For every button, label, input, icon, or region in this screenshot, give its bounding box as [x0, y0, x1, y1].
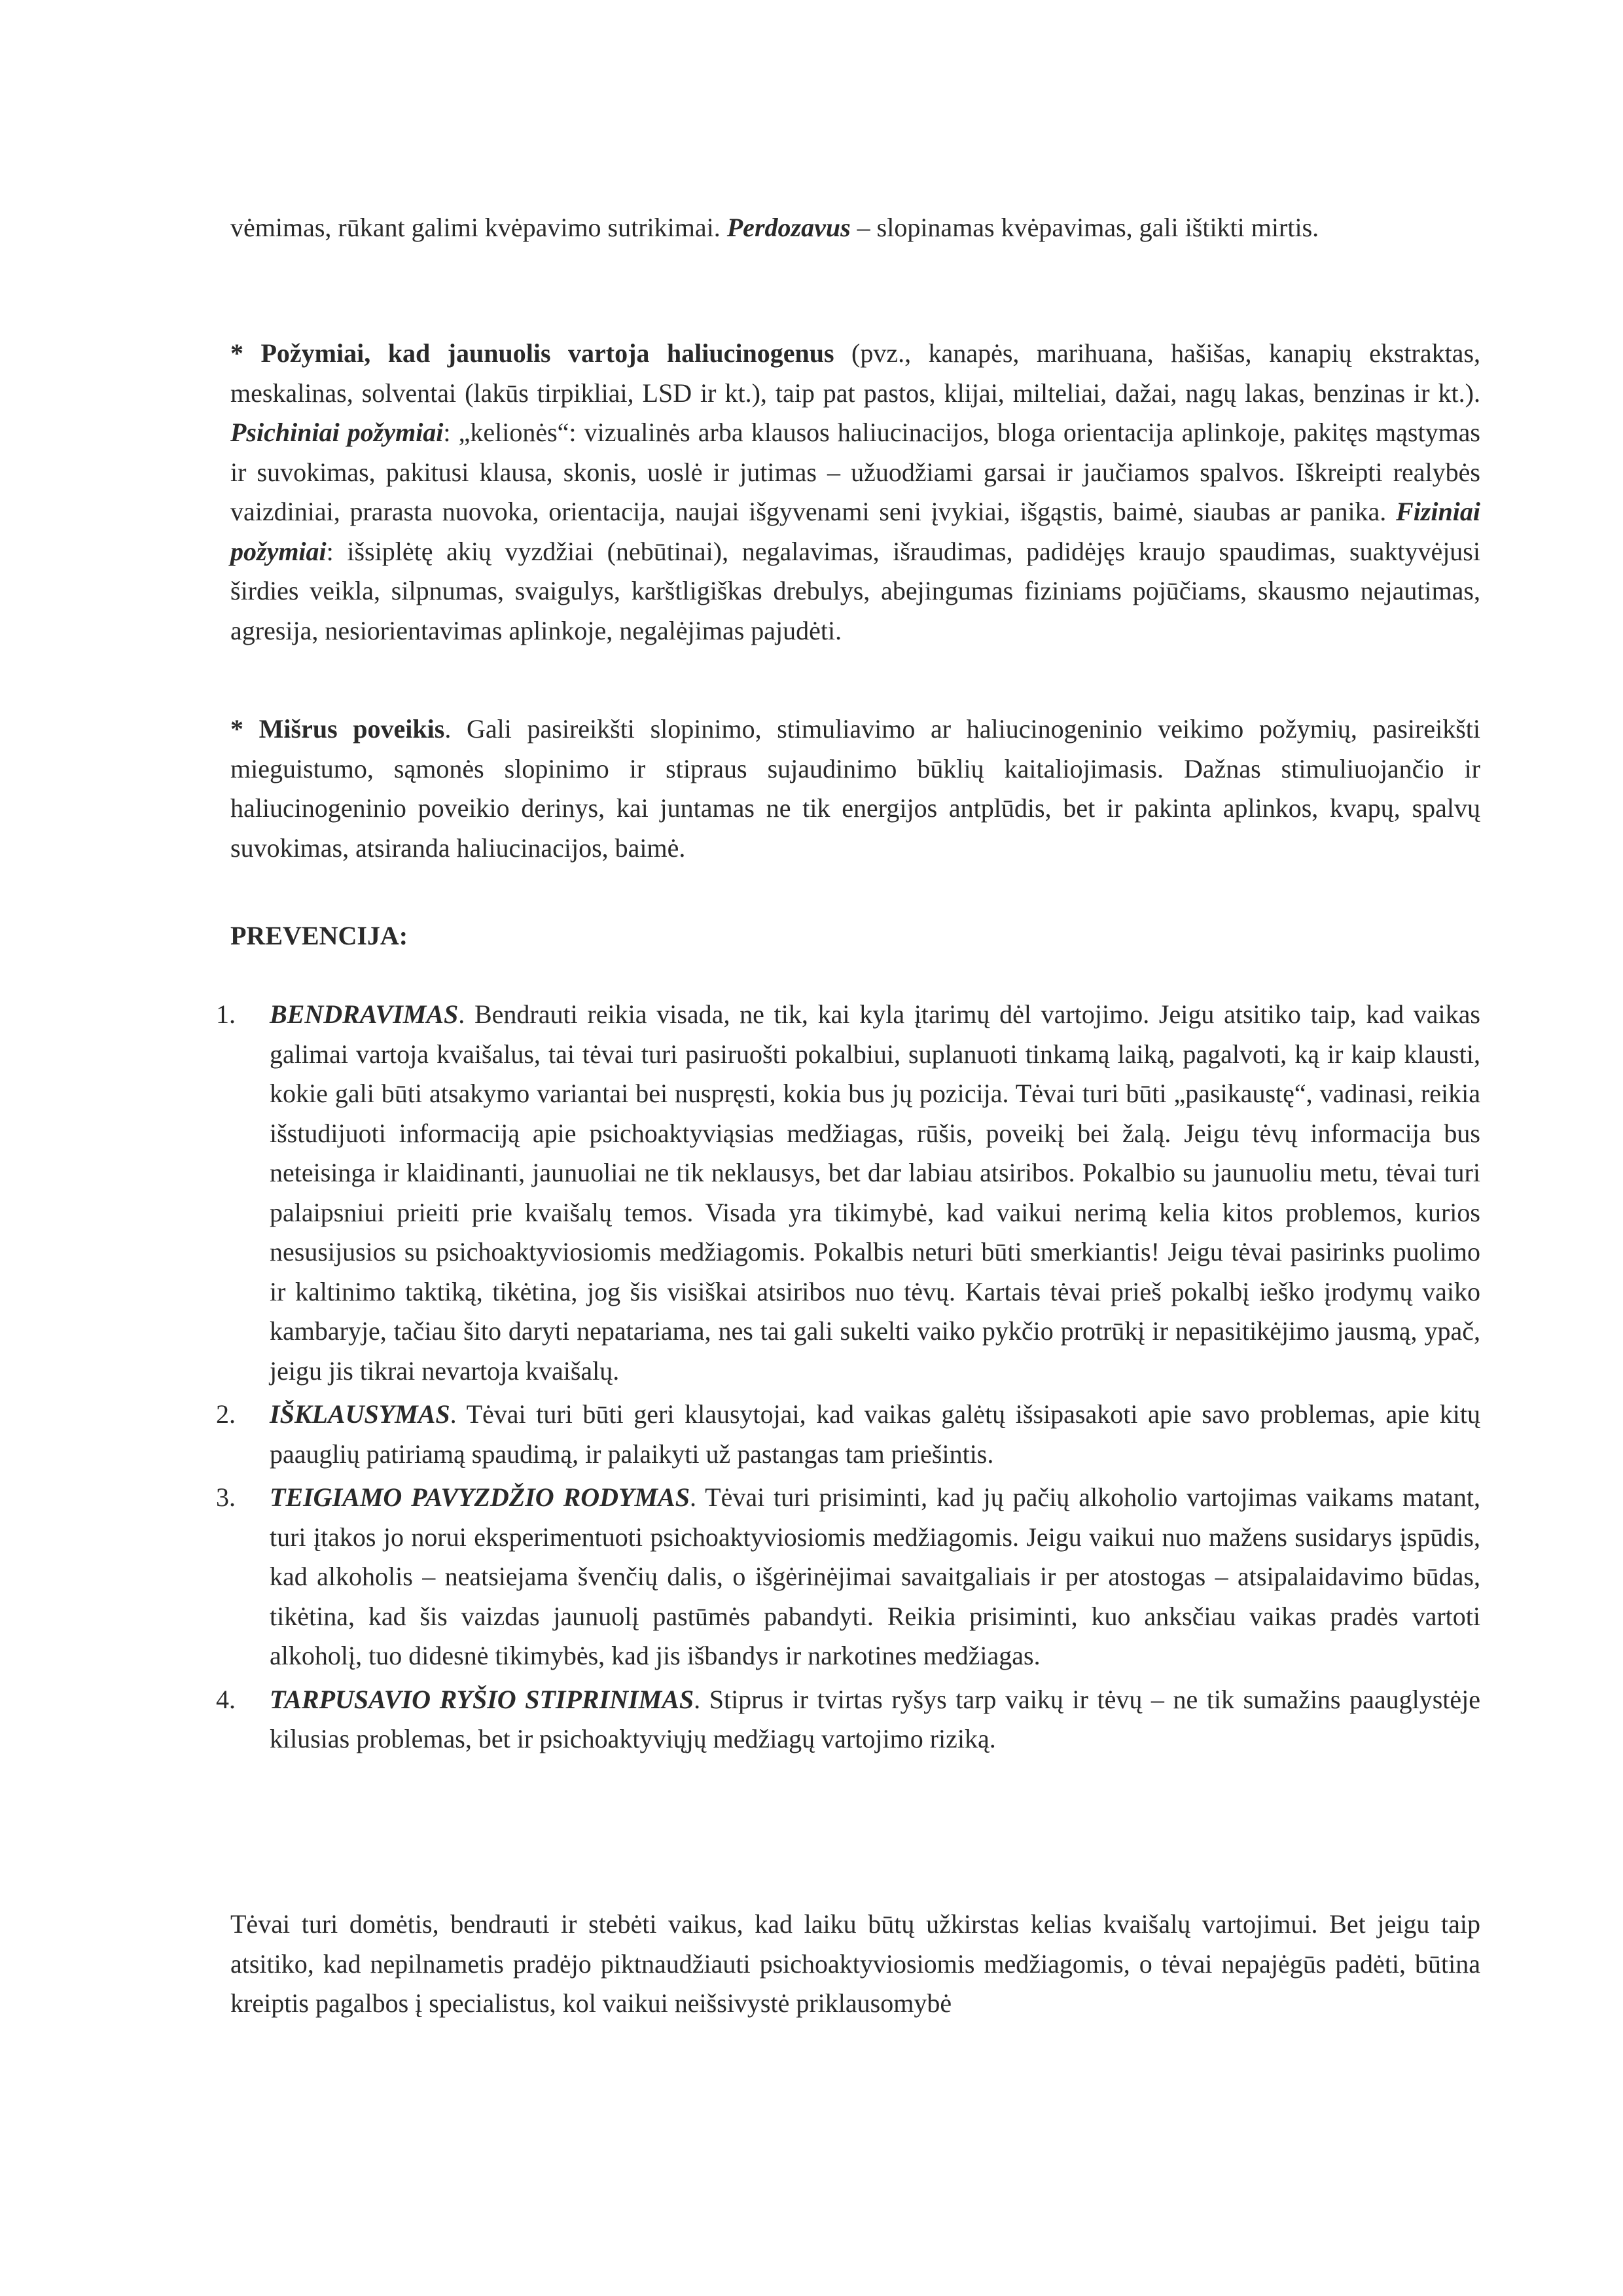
paragraph-text: vėmimas, rūkant galimi kvėpavimo sutrikimai.: [230, 213, 727, 242]
paragraph-hallucinogens: [230, 334, 1480, 651]
emphasis-overdose: Perdozavus: [726, 213, 851, 242]
list-item-title: TEIGIAMO PAVYZDŽIO RODYMAS: [270, 1482, 690, 1512]
list-item: [216, 1680, 1480, 1759]
list-item-text: . Bendrauti reikia visada, ne tik, kai kyla įtarimų dėl vartojimo. Jeigu atsitiko taip, kad vaikas galimai vartoja kvaišalus, tai tėvai turi pasiruošti pokalbiui, suplanuoti tinkamą laiką, pagalvoti, ką ir kaip klausti, kokie gali būti atsakymo variantai bei nuspręsti, kokia bus jų pozicija. Tėvai turi būti „pasikaustę“, vadinasi, reikia išstudijuoti informaciją apie psichoaktyviąsias medžiagas, rūšis, poveikį bei žalą. Jeigu tėvų informacija bus neteisinga ir klaidinanti, jaunuoliai ne tik neklausys, bet dar labiau atsiribos. Pokalbio su jaunuoliu metu, tėvai turi palaipsniui prieiti prie kvaišalų temos. Visada yra tikimybė, kad vaikui nerimą kelia kitos problemos, kurios nesusijusios su psichoaktyviosiomis medžiagomis. Pokalbis neturi būti smerkiantis! Jeigu tėvai pasirinks puolimo ir kaltinimo taktiką, tikėtina, jog šis visiškai atsiribos nuo tėvų. Kartais tėvai prieš pokalbį ieško įrodymų vaiko kambaryje, tačiau šito daryti nepatariama, nes tai gali sukelti vaiko pykčio protrūkį ir nepasitikėjimo jausmą, ypač, jeigu jis tikrai nevartoja kvaišalų.: [270, 999, 1480, 1386]
list-item: [216, 1478, 1480, 1676]
section-heading: PREVENCIJA:: [230, 921, 408, 950]
list-item: [216, 995, 1480, 1391]
list-item-text: . Tėvai turi būti geri klausytojai, kad vaikas galėtų išsipasakoti apie savo problemas, apie kitų paauglių patiriamą spaudimą, ir palaikyti už pastangas tam priešintis.: [270, 1399, 1480, 1469]
emphasis-physical-signs: Fiziniai požymiai: [230, 497, 1480, 566]
paragraph-text: . Gali pasireikšti slopinimo, stimuliavimo ar haliucinogeninio veikimo požymių, pasireikšti mieguistumo, sąmonės slopinimo ir stipraus sujaudinimo būklių kaitaliojimasis. Dažnas stimuliuojančio ir haliucinogeninio poveikio derinys, kai juntamas ne tik energijos antplūdis, bet ir pakinta aplinkos, kvapų, spalvų suvokimas, atsiranda haliucinacijos, baimė.: [230, 714, 1480, 863]
paragraph-text: : „kelionės“: vizualinės arba klausos haliucinacijos, bloga orientacija aplinkoje, pakitęs mąstymas ir suvokimas, pakitusi klausa, skonis, uoslė ir jutimas – užuodžiami garsai ir jaučiamos spalvos. Iškreipti realybės vaizdiniai, prarasta nuovoka, orientacija, naujai išgyvenami seni įvykiai, išgąstis, baimė, siaubas ar panika.: [230, 418, 1480, 526]
list-item-title: TARPUSAVIO RYŠIO STIPRINIMAS: [270, 1684, 694, 1714]
paragraph-lead: * Požymiai, kad jaunuolis vartoja haliucinogenus: [230, 338, 834, 368]
list-number: 1.: [216, 999, 236, 1029]
list-number: 4.: [216, 1684, 236, 1714]
closing-paragraph: Tėvai turi domėtis, bendrauti ir stebėti vaikus, kad laiku būtų užkirstas kelias kvaišalų vartojimui. Bet jeigu taip atsitiko, kad nepilnametis pradėjo piktnaudžiauti psichoaktyviosiomis medžiagomis, o tėvai nepajėgūs padėti, būtina kreiptis pagalbos į specialistus, kol vaikui neišsivystė priklausomybė: [230, 1909, 1480, 2018]
list-number: 2.: [216, 1399, 236, 1429]
paragraph-overdose: [230, 208, 1480, 248]
list-item-title: IŠKLAUSYMAS: [270, 1399, 450, 1429]
list-item-text: . Stiprus ir tvirtas ryšys tarp vaikų ir tėvų – ne tik sumažins paauglystėje kilusias problemas, bet ir psichoaktyviųjų medžiagų vartojimo riziką.: [270, 1684, 1480, 1753]
emphasis-psychic-signs: Psichiniai požymiai: [230, 418, 444, 447]
paragraph-text: – slopinamas kvėpavimas, gali ištikti mirtis.: [850, 213, 1319, 242]
paragraph-lead: * Mišrus poveikis: [230, 714, 445, 744]
paragraph-text: : išsiplėtę akių vyzdžiai (nebūtinai), negalavimas, išraudimas, padidėjęs kraujo spaudimas, suaktyvėjusi širdies veikla, silpnumas, svaigulys, karštligiškas drebulys, abejingumas fiziniams pojūčiams, skausmo nejautimas, agresija, nesiorientavimas aplinkoje, negalėjimas pajudėti.: [230, 536, 1480, 645]
list-number: 3.: [216, 1482, 236, 1512]
list-item-text: . Tėvai turi prisiminti, kad jų pačių alkoholio vartojimas vaikams matant, turi įtakos jo norui eksperimentuoti psichoaktyviosiomis medžiagomis. Jeigu vaikui nuo mažens susidarys įspūdis, kad alkoholis – neatsiejama švenčių dalis, o išgėrinėjimai savaitgaliais ir per atostogas – atsipalaidavimo būdas, tikėtina, kad šis vaizdas jaunuolį pastūmės pabandyti. Reikia prisiminti, kuo anksčiau vaikas pradės vartoti alkoholį, tuo didesnė tikimybės, kad jis išbandys ir narkotines medžiagas.: [270, 1482, 1480, 1670]
list-item: [216, 1395, 1480, 1474]
paragraph-text: (pvz., kanapės, marihuana, hašišas, kanapių ekstraktas, meskalinas, solventai (lakūs tirpikliai, LSD ir kt.), taip pat pastos, klijai, milteliai, dažai, nagų lakas, benzinas ir kt.).: [230, 338, 1481, 408]
prevention-list: [216, 995, 1480, 1763]
list-item-title: BENDRAVIMAS: [270, 999, 459, 1029]
paragraph-mixed-effect: [230, 709, 1480, 868]
